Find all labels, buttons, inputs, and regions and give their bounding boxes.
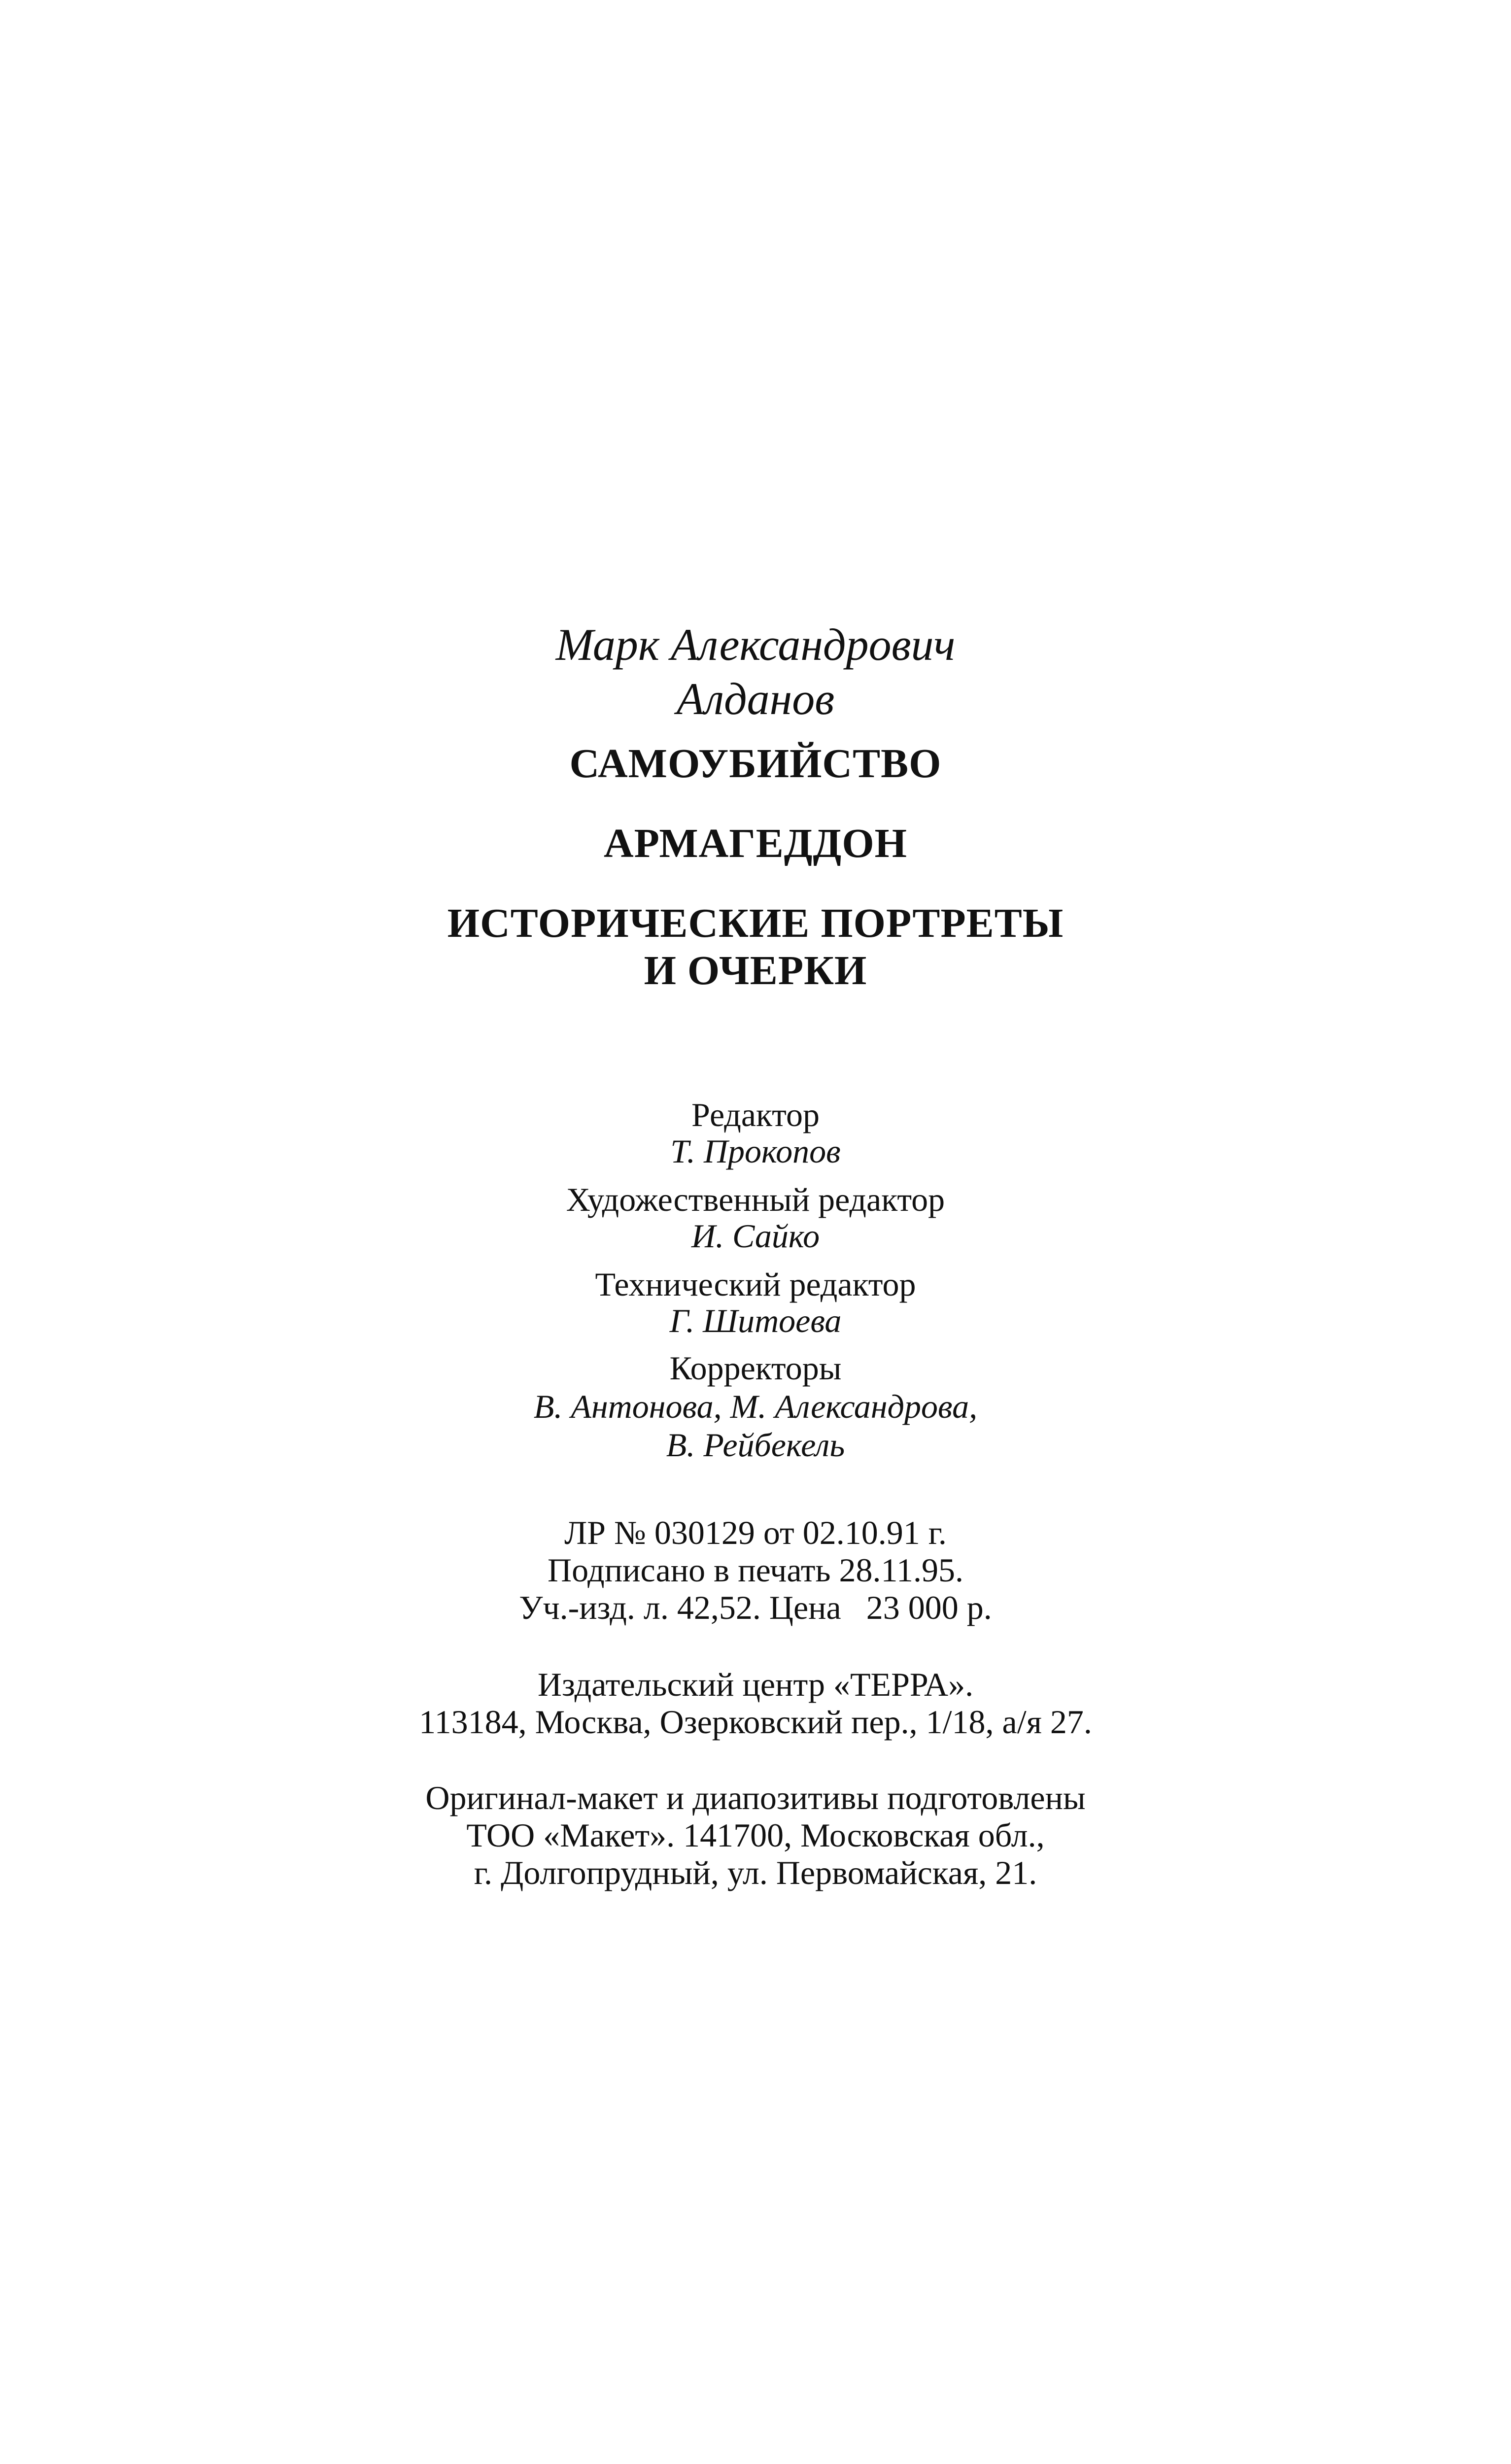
signed-for-print-date: Подписано в печать 28.11.95. <box>548 1551 963 1589</box>
author-surname: Алданов <box>676 674 835 724</box>
proofreaders-names-line-2: В. Рейбекель <box>666 1426 845 1464</box>
proofreaders-names-line-1: В. Антонова, М. Александрова, <box>533 1388 978 1425</box>
editor-label: Редактор <box>691 1096 820 1133</box>
author-first-name: Марк Александрович <box>555 619 956 670</box>
prepress-line-3: г. Долгопрудный, ул. Первомайская, 21. <box>474 1854 1037 1891</box>
prepress-line-1: Оригинал-макет и диапозитивы подготовлены <box>425 1779 1086 1816</box>
proofreaders-label: Корректоры <box>669 1349 842 1387</box>
book-title-portraits-line-1: ИСТОРИЧЕСКИЕ ПОРТРЕТЫ <box>447 900 1064 946</box>
volume-and-price: Уч.-изд. л. 42,52. Цена 23 000 р. <box>519 1589 992 1626</box>
tech-editor-name: Г. Шитоева <box>669 1302 842 1339</box>
editor-name: Т. Прокопов <box>670 1132 841 1170</box>
art-editor-name: И. Сайко <box>691 1217 820 1255</box>
book-title-portraits-line-2: И ОЧЕРКИ <box>644 948 867 993</box>
book-title-suicide: САМОУБИЙСТВО <box>569 741 942 787</box>
license-number: ЛР № 030129 от 02.10.91 г. <box>564 1514 947 1551</box>
book-title-armageddon: АРМАГЕДДОН <box>603 821 908 866</box>
publisher-name: Издательский центр «ТЕРРА». <box>537 1666 974 1703</box>
prepress-line-2: ТОО «Макет». 141700, Московская обл., <box>466 1816 1045 1854</box>
publisher-address: 113184, Москва, Озерковский пер., 1/18, а/я 27. <box>419 1703 1092 1741</box>
art-editor-label: Художественный редактор <box>566 1181 945 1218</box>
tech-editor-label: Технический редактор <box>595 1266 916 1303</box>
